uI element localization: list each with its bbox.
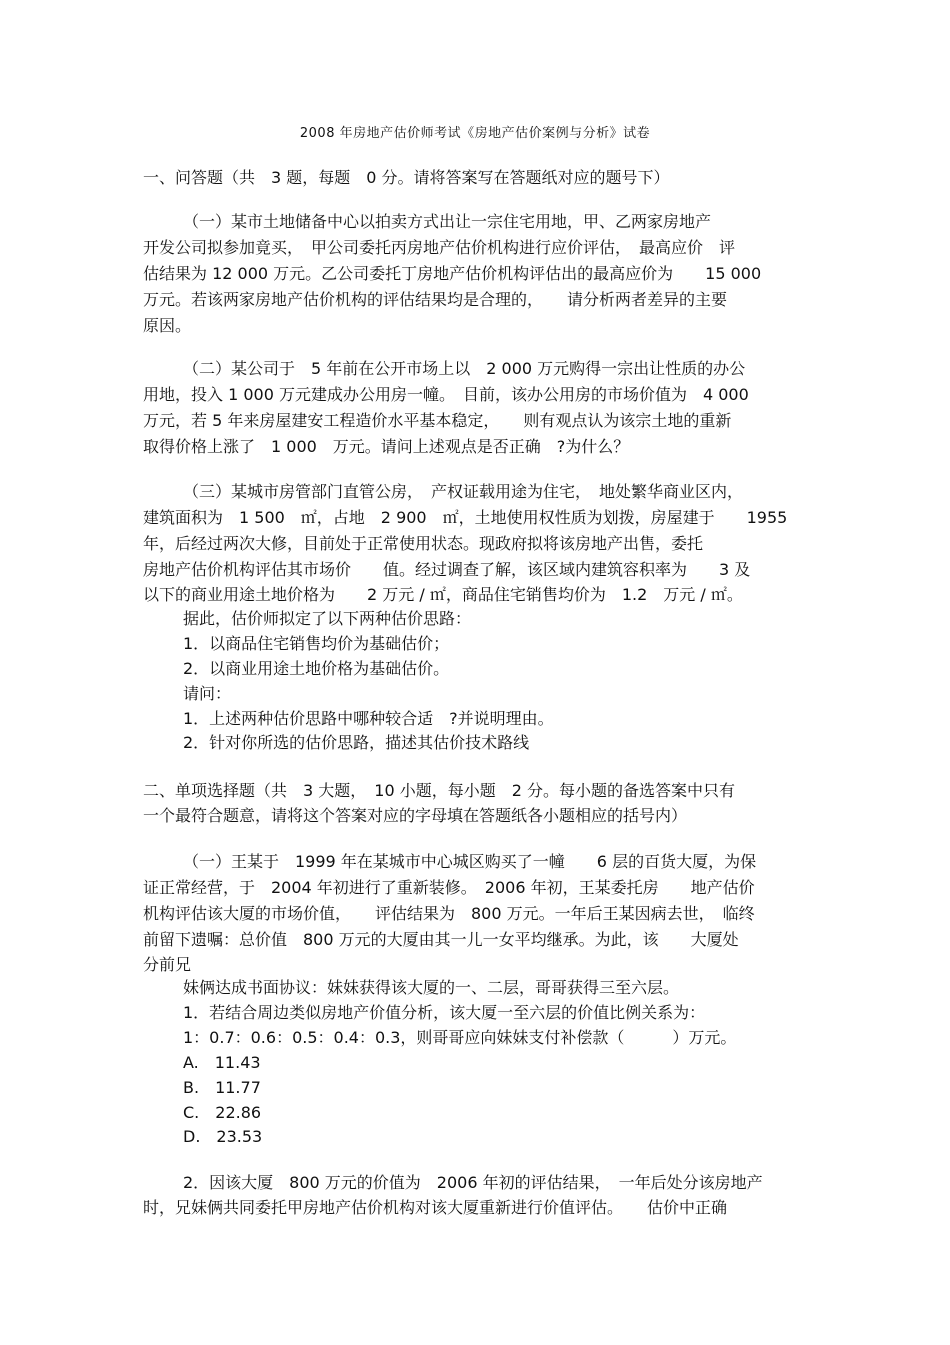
q2-choice-line: 时，兄妹俩共同委托甲房地产估价机构对该大厦重新进行价值评估。 估价中正确 xyxy=(143,1198,728,1217)
q2-line: 用地，投入 1 000 万元建成办公用房一幢。 目前，该办公用房的市场价值为 4 000 xyxy=(143,385,749,404)
case1-line: （一）王某于 1999 年在某城市中心城区购买了一幢 6 层的百货大厦，为保 xyxy=(183,852,757,871)
document-title: 2008 年房地产估价师考试《房地产估价案例与分析》试卷 xyxy=(299,126,651,141)
q1-line: （一）某市土地储备中心以拍卖方式出让一宗住宅用地，甲、乙两家房地产 xyxy=(183,212,712,231)
section1-heading: 一、问答题（共 3 题，每题 0 分。请将答案写在答题纸对应的题号下） xyxy=(143,168,670,187)
q3-sub-line: 2．针对你所选的估价思路，描述其估价技术路线 xyxy=(183,733,530,752)
q3-line: 以下的商业用途土地价格为 2 万元 / ㎡，商品住宅销售均价为 1.2 万元 / ㎡。 xyxy=(143,585,743,604)
q1-line: 万元。若该两家房地产估价机构的评估结果均是合理的， 请分析两者差异的主要 xyxy=(143,290,728,309)
case1-line: 证正常经营，于 2004 年初进行了重新装修。 2006 年初，王某委托房 地产估价 xyxy=(143,878,755,897)
option-a: A. 11.43 xyxy=(183,1053,261,1072)
case1-line: 分前兄 xyxy=(143,955,192,974)
case1-line: 前留下遗嘱：总价值 800 万元的大厦由其一儿一女平均继承。为此，该 大厦处 xyxy=(143,930,739,949)
q1-line: 估结果为 12 000 万元。乙公司委托丁房地产估价机构评估出的最高应价为 15 000 xyxy=(143,264,762,283)
case1-sub-line: 1：0.7：0.6：0.5：0.4：0.3，则哥哥应向妹妹支付补偿款（ ）万元。 xyxy=(183,1028,737,1047)
q3-sub-line: 1．上述两种估价思路中哪种较合适 ?并说明理由。 xyxy=(183,709,554,728)
q1-line: 原因。 xyxy=(143,316,192,335)
q2-line: 取得价格上涨了 1 000 万元。请问上述观点是否正确 ?为什么？ xyxy=(143,437,630,456)
q2-line: （二）某公司于 5 年前在公开市场上以 2 000 万元购得一宗出让性质的办公 xyxy=(183,359,746,378)
q3-sub-line: 1．以商品住宅销售均价为基础估价； xyxy=(183,634,450,653)
option-b: B. 11.77 xyxy=(183,1078,261,1097)
section2-heading: 一个最符合题意，请将这个答案对应的字母填在答题纸各小题相应的括号内） xyxy=(143,806,688,825)
section2-heading: 二、单项选择题（共 3 大题， 10 小题，每小题 2 分。每小题的备选答案中只有 xyxy=(143,781,735,800)
q1-line: 开发公司拟参加竟买， 甲公司委托丙房地产估价机构进行应价评估， 最高应价 评 xyxy=(143,238,736,257)
q3-line: 房地产估价机构评估其市场价 值。经过调查了解，该区域内建筑容积率为 3 及 xyxy=(143,560,751,579)
q2-line: 万元，若 5 年来房屋建安工程造价水平基本稳定， 则有观点认为该宗土地的重新 xyxy=(143,411,732,430)
option-c: C. 22.86 xyxy=(183,1103,262,1122)
option-d: D. 23.53 xyxy=(183,1127,263,1146)
case1-sub-line: 1．若结合周边类似房地产价值分析，该大厦一至六层的价值比例关系为： xyxy=(183,1003,706,1022)
case1-line: 机构评估该大厦的市场价值， 评估结果为 800 万元。一年后王某因病去世， 临终 xyxy=(143,904,755,923)
case1-sub-line: 妹俩达成书面协议：妹妹获得该大厦的一、二层，哥哥获得三至六层。 xyxy=(183,978,680,997)
q3-line: 建筑面积为 1 500 ㎡，占地 2 900 ㎡，土地使用权性质为划拨，房屋建于 1955 xyxy=(143,508,788,527)
q3-sub-line: 2．以商业用途土地价格为基础估价。 xyxy=(183,659,450,678)
q3-sub-line: 据此，估价师拟定了以下两种估价思路： xyxy=(183,609,472,628)
q3-line: （三）某城市房管部门直管公房， 产权证载用途为住宅， 地处繁华商业区内， xyxy=(183,482,744,501)
q2-choice-line: 2．因该大厦 800 万元的价值为 2006 年初的评估结果， 一年后处分该房地产 xyxy=(183,1173,763,1192)
q3-line: 年，后经过两次大修，目前处于正常使用状态。现政府拟将该房地产出售，委托 xyxy=(143,534,704,553)
q3-sub-line: 请问： xyxy=(183,684,232,703)
